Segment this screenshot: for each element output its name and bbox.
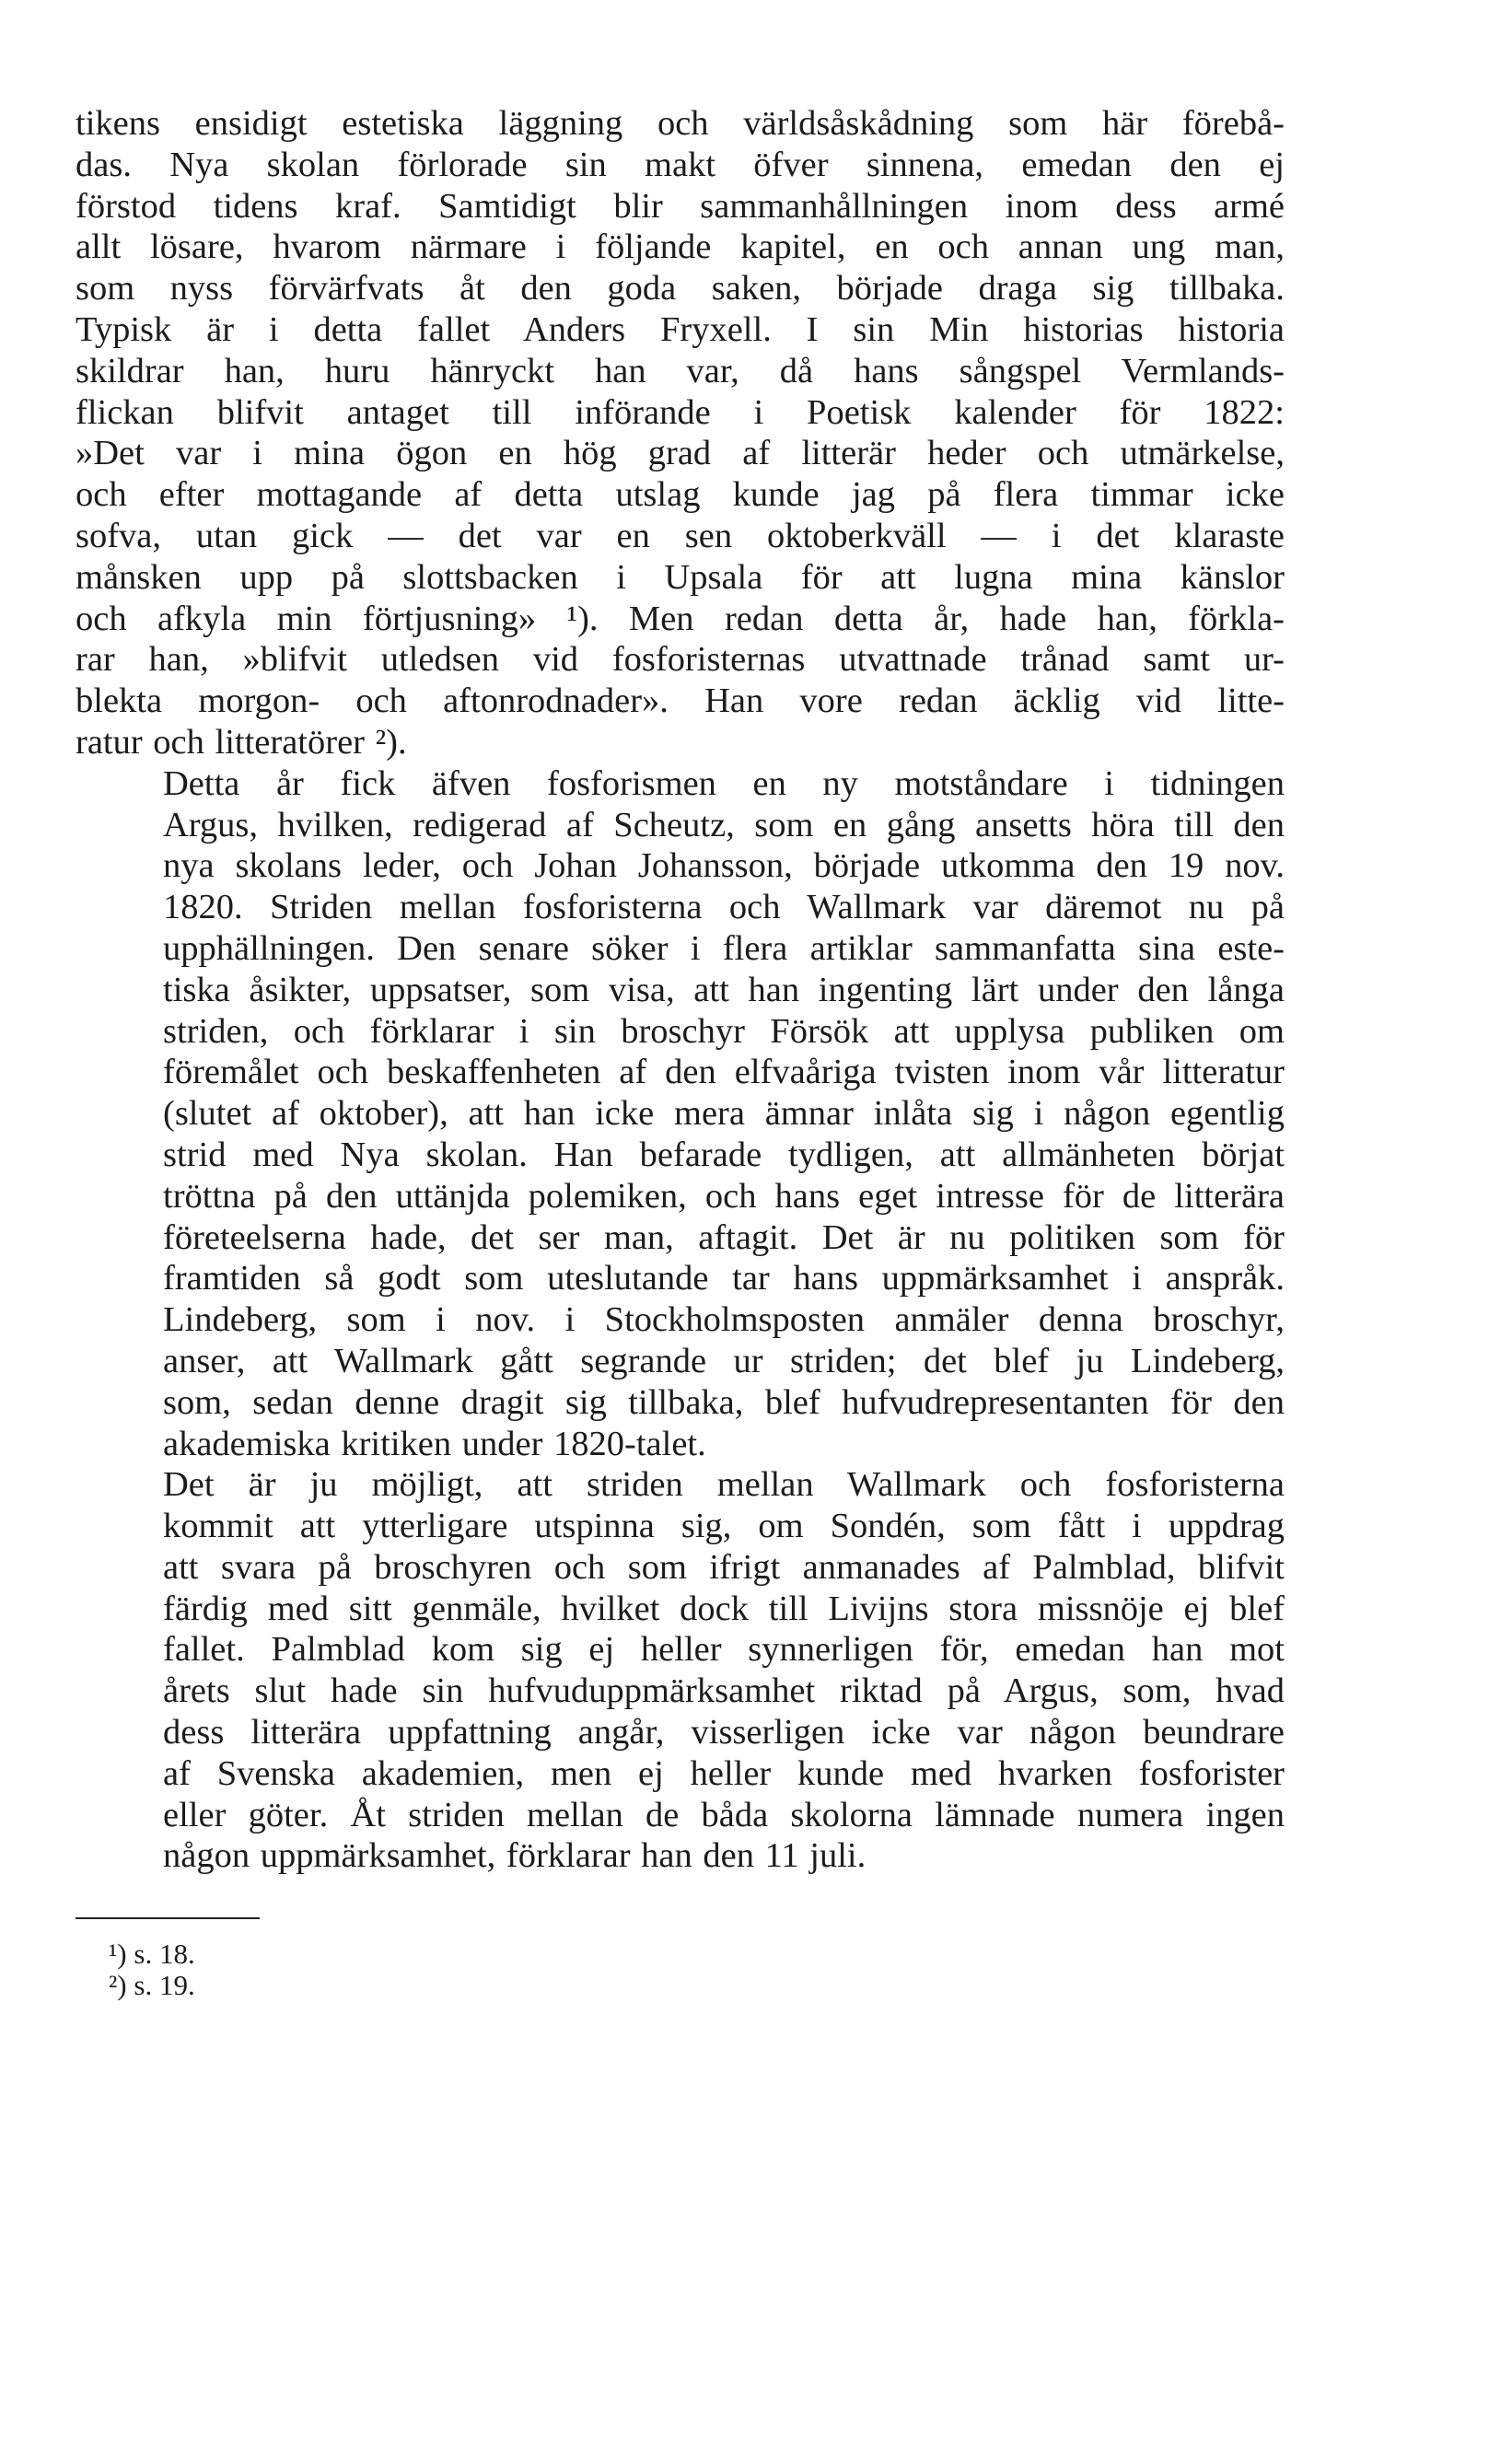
text-line: akademiska kritiken under 1820-talet. (163, 1424, 706, 1463)
text-line: sofva, utan gick — det var en sen oktoberkväll — i det klaraste (76, 516, 1285, 555)
footnote-1 (109, 1939, 195, 1970)
text-line: fallet. Palmblad kom sig ej heller synnerligen för, emedan han mot (163, 1630, 1285, 1670)
text-line: tikens ensidigt estetiska läggning och världsåskådning som här förebå- (76, 104, 1285, 143)
text-line: månsken upp på slottsbacken i Upsala för att lugna mina känslor (76, 557, 1285, 597)
text-line: striden, och förklarar i sin broschyr Försök att upplysa publiken om (163, 1011, 1285, 1051)
text-line: företeelserna hade, det ser man, aftagit. Det är nu politiken som för (163, 1217, 1285, 1257)
text-line: das. Nya skolan förlorade sin makt öfver sinnena, emedan den ej (76, 145, 1285, 184)
footnote-2-mark: ²) (109, 1969, 127, 2001)
footnote-1-text: s. 18. (134, 1938, 195, 1970)
text-line: föremålet och beskaffenheten af den elfvaåriga tvisten inom vår litteratur (163, 1053, 1285, 1092)
text-line: någon uppmärksamhet, förklarar han den 11 juli. (163, 1836, 866, 1876)
text-line: anser, att Wallmark gått segrande ur striden; det blef ju Lindeberg, (163, 1341, 1285, 1380)
text-line: att svara på broschyren och som ifrigt anmanades af Palmblad, blifvit (163, 1547, 1285, 1587)
text-line: färdig med sitt genmäle, hvilket dock till Livijns stora missnöje ej blef (163, 1589, 1285, 1628)
text-line: upphällningen. Den senare söker i flera artiklar sammanfatta sina este- (163, 928, 1285, 968)
text-line: förstod tidens kraf. Samtidigt blir sammanhållningen inom dess armé (76, 186, 1285, 226)
text-line: rar han, »blifvit utledsen vid fosforisternas utvattnade trånad samt ur- (76, 640, 1285, 680)
text-line: och efter mottagande af detta utslag kunde jag på flera timmar icke (76, 475, 1285, 515)
text-line: framtiden så godt som uteslutande tar hans uppmärksamhet i anspråk. (163, 1259, 1285, 1298)
document-body (76, 103, 1285, 1877)
footnote-1-mark: ¹) (109, 1938, 127, 1970)
text-line: nya skolans leder, och Johan Johansson, började utkomma den 19 nov. (163, 846, 1285, 886)
text-line: Typisk är i detta fallet Anders Fryxell. I sin Min historias historia (76, 309, 1285, 349)
paragraph-2 (76, 763, 1285, 1465)
text-line: blekta morgon- och aftonrodnader». Han vore redan äcklig vid litte- (76, 681, 1285, 721)
text-line: Det är ju möjligt, att striden mellan Wallmark och fosforisterna (163, 1465, 1285, 1505)
footnotes (109, 1939, 195, 2001)
text-line: som nyss förvärfvats åt den goda saken, började draga sig tillbaka. (76, 269, 1285, 309)
text-line: »Det var i mina ögon en hög grad af litterär heder och utmärkelse, (76, 434, 1285, 473)
text-line: flickan blifvit antaget till införande i Poetisk kalender för 1822: (76, 392, 1285, 432)
text-line: Detta år fick äfven fosforismen en ny motståndare i tidningen (163, 763, 1285, 803)
text-line: och afkyla min förtjusning» ¹). Men redan detta år, hade han, förkla- (76, 599, 1285, 638)
text-line: ratur och litteratörer ²). (76, 722, 407, 762)
text-line: 1820. Striden mellan fosforisterna och Wallmark var däremot nu på (163, 888, 1285, 927)
text-line: (slutet af oktober), att han icke mera ämnar inlåta sig i någon egentlig (163, 1094, 1285, 1134)
footnote-2-text: s. 19. (134, 1969, 195, 2001)
footnote-2 (109, 1970, 195, 2001)
text-line: skildrar han, huru hänryckt han var, då hans sångspel Vermlands- (76, 351, 1285, 390)
text-line: som, sedan denne dragit sig tillbaka, blef hufvudrepresentanten för den (163, 1382, 1285, 1422)
text-line: strid med Nya skolan. Han befarade tydligen, att allmänheten börjat (163, 1135, 1285, 1174)
text-line: årets slut hade sin hufvuduppmärksamhet riktad på Argus, som, hvad (163, 1671, 1285, 1711)
text-line: tröttna på den uttänjda polemiken, och hans eget intresse för de litterära (163, 1176, 1285, 1216)
text-line: kommit att ytterligare utspinna sig, om Sondén, som fått i uppdrag (163, 1507, 1285, 1546)
text-line: af Svenska akademien, men ej heller kunde med hvarken fosforister (163, 1753, 1285, 1793)
paragraph-3 (76, 1464, 1285, 1877)
text-line: Lindeberg, som i nov. i Stockholmsposten anmäler denna broschyr, (163, 1300, 1285, 1340)
footnote-divider (76, 1917, 260, 1919)
text-line: Argus, hvilken, redigerad af Scheutz, som en gång ansetts höra till den (163, 805, 1285, 844)
text-line: dess litterära uppfattning angår, visserligen icke var någon beundrare (163, 1713, 1285, 1752)
paragraph-1 (76, 103, 1285, 763)
text-line: tiska åsikter, uppsatser, som visa, att han ingenting lärt under den långa (163, 970, 1285, 1009)
text-line: eller göter. Åt striden mellan de båda skolorna lämnade numera ingen (163, 1795, 1285, 1834)
text-line: allt lösare, hvarom närmare i följande kapitel, en och annan ung man, (76, 227, 1285, 267)
